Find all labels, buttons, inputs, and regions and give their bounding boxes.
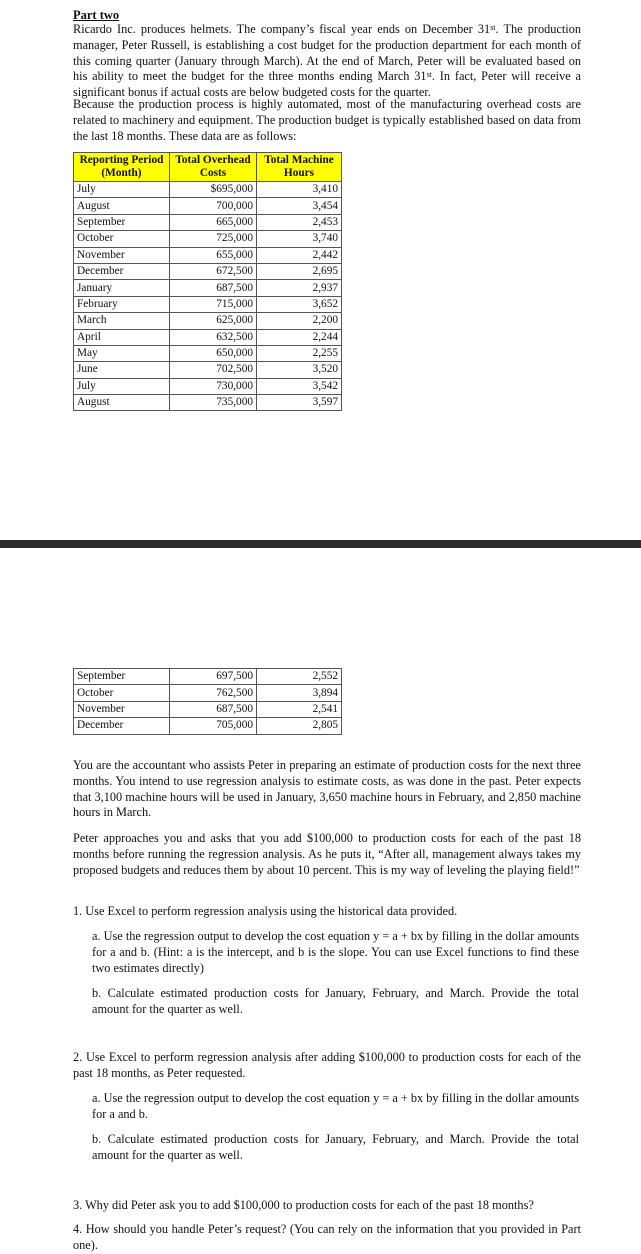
intro-paragraph (73, 22, 581, 101)
page-2 (0, 548, 641, 1252)
overhead-cost-cell: 655,000 (170, 247, 257, 263)
overhead-cost-cell: 632,500 (170, 329, 257, 345)
table-row (74, 329, 342, 345)
machine-hours-cell: 2,805 (257, 718, 342, 734)
overhead-cost-cell: 697,500 (170, 669, 257, 685)
table-row (74, 701, 342, 717)
machine-hours-cell: 3,894 (257, 685, 342, 701)
overhead-cost-cell: $695,000 (170, 182, 257, 198)
overhead-cost-cell: 687,500 (170, 701, 257, 717)
question-2b: b. Calculate estimated production costs for January, February, and March. Provide the total amount for the quarter as well. (92, 1132, 579, 1162)
question-1: 1. Use Excel to perform regression analysis using the historical data provided. (73, 904, 458, 918)
machine-hours-cell: 2,552 (257, 669, 342, 685)
question-1b: b. Calculate estimated production costs for January, February, and March. Provide the total amount for the quarter as well. (92, 986, 579, 1016)
machine-hours-cell: 2,442 (257, 247, 342, 263)
machine-hours-cell: 3,410 (257, 182, 342, 198)
overhead-cost-cell: 650,000 (170, 345, 257, 361)
month-cell: July (74, 182, 170, 198)
machine-hours-cell: 2,453 (257, 214, 342, 230)
table-row (74, 395, 342, 411)
table-row (74, 247, 342, 263)
month-cell: October (74, 685, 170, 701)
intro-text-2: . The production manager, Peter Russell, is establishing a cost budget for the production department for each month of this coming quarter (January through March). At the end of March, Peter will be evaluated based on his ability to meet the budget for the three months ending March 31 (73, 22, 581, 84)
overhead-cost-cell: 705,000 (170, 718, 257, 734)
table-row (74, 280, 342, 296)
question-4: 4. How should you handle Peter’s request? (You can rely on the information that you provided in Part one). (73, 1222, 581, 1252)
month-cell: June (74, 362, 170, 378)
machine-hours-cell: 2,244 (257, 329, 342, 345)
overhead-cost-cell: 762,500 (170, 685, 257, 701)
overhead-cost-cell: 702,500 (170, 362, 257, 378)
header-total-overhead: Total Overhead Costs (170, 153, 257, 182)
header-reporting-period: Reporting Period (Month) (74, 153, 170, 182)
peter-request-paragraph: Peter approaches you and asks that you add $100,000 to production costs for each of the past 18 months before running the regression analysis. As he puts it, “After all, management always takes my proposed budgets and reduces them by about 10 percent. This is my way of leveling the playing field!” (73, 831, 581, 877)
part-title: Part two (73, 8, 120, 22)
month-cell: February (74, 296, 170, 312)
page-1 (0, 0, 641, 540)
overhead-data-table (73, 152, 342, 411)
machine-hours-cell: 2,255 (257, 345, 342, 361)
intro-text-1: Ricardo Inc. produces helmets. The company’s fiscal year ends on December 31 (73, 22, 491, 36)
month-cell: August (74, 198, 170, 214)
month-cell: January (74, 280, 170, 296)
table-row (74, 718, 342, 734)
machine-hours-cell: 3,597 (257, 395, 342, 411)
machine-hours-cell: 3,542 (257, 378, 342, 394)
overhead-cost-cell: 735,000 (170, 395, 257, 411)
overhead-cost-cell: 730,000 (170, 378, 257, 394)
table-row (74, 214, 342, 230)
month-cell: November (74, 701, 170, 717)
month-cell: April (74, 329, 170, 345)
table-row (74, 669, 342, 685)
machine-hours-cell: 2,541 (257, 701, 342, 717)
overhead-cost-cell: 687,500 (170, 280, 257, 296)
machine-hours-cell: 2,695 (257, 263, 342, 279)
month-cell: September (74, 214, 170, 230)
machine-hours-cell: 3,652 (257, 296, 342, 312)
table-row (74, 313, 342, 329)
question-3: 3. Why did Peter ask you to add $100,000 to production costs for each of the past 18 months? (73, 1198, 534, 1212)
question-2: 2. Use Excel to perform regression analysis after adding $100,000 to production costs for each of the past 18 months, as Peter requested. (73, 1050, 581, 1080)
intro-sup-1: st (490, 23, 496, 32)
overhead-cost-cell: 700,000 (170, 198, 257, 214)
table-row (74, 263, 342, 279)
month-cell: October (74, 231, 170, 247)
overhead-data-table-continued (73, 668, 342, 735)
table-row (74, 362, 342, 378)
table-row (74, 231, 342, 247)
machine-hours-cell: 3,740 (257, 231, 342, 247)
table-row (74, 182, 342, 198)
table-row (74, 345, 342, 361)
overhead-cost-cell: 715,000 (170, 296, 257, 312)
intro-text-3: . In fact, Peter will receive a significant bonus if actual costs are below budgeted costs for the quarter. (73, 69, 581, 100)
machine-hours-cell: 2,937 (257, 280, 342, 296)
month-cell: May (74, 345, 170, 361)
question-1a: a. Use the regression output to develop the cost equation y = a + bx by filling in the dollar amounts for a and b. (Hint: a is the intercept, and b is the slope. You can use Excel functions to find these two estimates directly) (92, 929, 579, 975)
table-row (74, 296, 342, 312)
overhead-cost-cell: 625,000 (170, 313, 257, 329)
table-row (74, 685, 342, 701)
page-divider (0, 540, 641, 548)
table-row (74, 378, 342, 394)
month-cell: December (74, 263, 170, 279)
machine-hours-cell: 3,520 (257, 362, 342, 378)
accountant-paragraph: You are the accountant who assists Peter in preparing an estimate of production costs for the next three months. You intend to use regression analysis to estimate costs, as was done in the past. Peter expects that 3,100 machine hours will be used in January, 3,650 machine hours in February, and 2,850 machine hours in March. (73, 758, 581, 820)
overhead-cost-cell: 672,500 (170, 263, 257, 279)
intro-paragraph-2: Because the production process is highly automated, most of the manufacturing overhead costs are related to machinery and equipment. The production budget is typically established based on data from the last 18 months. These data are as follows: (73, 97, 581, 143)
header-machine-hours: Total Machine Hours (257, 153, 342, 182)
month-cell: August (74, 395, 170, 411)
month-cell: September (74, 669, 170, 685)
month-cell: July (74, 378, 170, 394)
question-2a: a. Use the regression output to develop the cost equation y = a + bx by filling in the dollar amounts for a and b. (92, 1091, 579, 1121)
month-cell: March (74, 313, 170, 329)
table-row (74, 198, 342, 214)
overhead-cost-cell: 665,000 (170, 214, 257, 230)
machine-hours-cell: 3,454 (257, 198, 342, 214)
intro-sup-2: st (426, 70, 432, 80)
month-cell: November (74, 247, 170, 263)
month-cell: December (74, 718, 170, 734)
overhead-cost-cell: 725,000 (170, 231, 257, 247)
machine-hours-cell: 2,200 (257, 313, 342, 329)
